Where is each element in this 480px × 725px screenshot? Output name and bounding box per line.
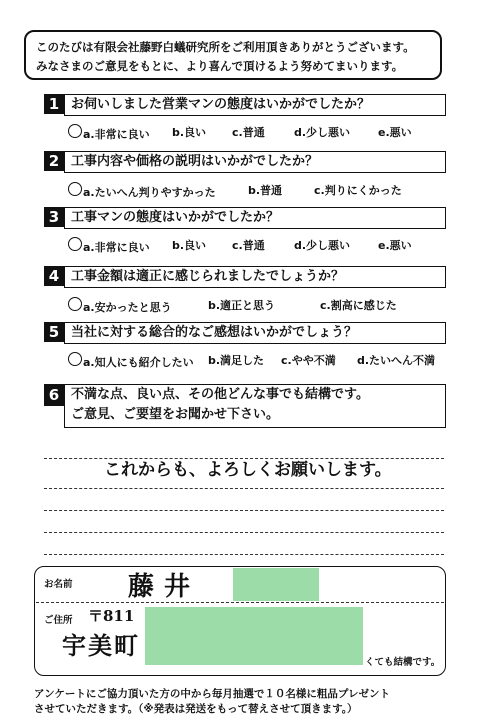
address-city: 宇美町: [62, 631, 140, 660]
address-label: ご住所: [44, 615, 73, 626]
question-5-text: 当社に対する総合的なご感想はいかがでしょう？: [64, 322, 446, 344]
comment-line-5: [44, 554, 444, 555]
q2-option-b[interactable]: b.普通: [248, 184, 283, 197]
redacted-address-block: [145, 607, 363, 665]
question-6-number: 6: [44, 384, 64, 406]
question-4-text: 工事金額は適正に感じられましたでしょうか？: [64, 266, 446, 288]
question-2-number: 2: [44, 151, 64, 171]
q2-option-a[interactable]: a.たいへん判りやすかった: [68, 182, 216, 200]
question-6-line-2: ご意見、ご要望をお聞かせ下さい。: [71, 407, 280, 422]
name-label: お名前: [44, 579, 73, 590]
q4-option-a[interactable]: a.安かったと思う: [68, 297, 172, 315]
q2-option-c[interactable]: c.判りにくかった: [314, 184, 402, 197]
circle-mark-icon: [68, 124, 82, 138]
q3-option-d[interactable]: d.少し悪い: [294, 239, 351, 252]
question-1-options: [68, 124, 468, 140]
intro-line-1: このたびは有限会社藤野白蟻研究所をご利用頂きありがとうございます。: [36, 40, 415, 54]
question-2-options: [68, 182, 468, 198]
footer-line-1: アンケートにご協力頂いた方の中から毎月抽選で１０名様に粗品プレゼント: [34, 688, 390, 700]
q4-option-c[interactable]: c.割高に感じた: [320, 299, 397, 312]
q1-option-a[interactable]: a.非常に良い: [68, 124, 150, 142]
question-5-number: 5: [44, 322, 64, 342]
circle-mark-icon: [68, 182, 82, 196]
q1-option-d[interactable]: d.少し悪い: [294, 126, 351, 139]
question-6-text: [64, 384, 446, 428]
question-3-options: [68, 237, 468, 253]
q1-option-e[interactable]: e.悪い: [378, 126, 412, 139]
name-value: 藤井: [128, 572, 201, 602]
circle-mark-icon: [68, 237, 82, 251]
question-1-text: お伺いしました営業マンの態度はいかがでしたか？: [64, 94, 446, 116]
q3-option-e[interactable]: e.悪い: [378, 239, 412, 252]
comment-handwriting: これからも、よろしくお願いします。: [104, 460, 392, 480]
q3-option-c[interactable]: c.普通: [232, 239, 265, 252]
question-3-number: 3: [44, 207, 64, 227]
q5-option-c[interactable]: c.やや不満: [281, 354, 336, 367]
q3-option-a[interactable]: a.非常に良い: [68, 237, 150, 255]
intro-box: [24, 30, 442, 80]
comment-line-2: [44, 488, 444, 489]
question-4-number: 4: [44, 266, 64, 286]
circle-mark-icon: [68, 352, 82, 366]
question-6-line-1: 不満な点、良い点、その他どんな事でも結構です。: [71, 387, 369, 402]
redacted-name-block: [233, 568, 319, 601]
circle-mark-icon: [68, 297, 82, 311]
question-1-number: 1: [44, 94, 64, 114]
q5-option-d[interactable]: d.たいへん不満: [357, 354, 436, 367]
intro-line-2: みなさまのご意見をもとに、より喜んで頂けるよう努めてまいります。: [36, 59, 404, 73]
q1-option-c[interactable]: c.普通: [232, 126, 265, 139]
q1-option-b[interactable]: b.良い: [172, 126, 207, 139]
comment-line-4: [44, 532, 444, 533]
q5-option-b[interactable]: b.満足した: [208, 354, 265, 367]
q5-option-a[interactable]: a.知人にも紹介したい: [68, 352, 194, 370]
question-4-options: [68, 297, 468, 313]
question-5-options: [68, 352, 468, 368]
q4-option-b[interactable]: b.適正と思う: [208, 299, 276, 312]
question-3-text: 工事マンの態度はいかがでしたか？: [64, 207, 446, 229]
q3-option-b[interactable]: b.良い: [172, 239, 207, 252]
contact-divider: [36, 602, 444, 603]
address-note: くても結構です。: [365, 657, 441, 668]
question-2-text: 工事内容や価格の説明はいかがでしたか？: [64, 151, 446, 173]
footer-note: [34, 687, 390, 717]
postal-code: 〒811: [88, 607, 135, 625]
footer-line-2: させていただきます。（※発表は発送をもって替えさせて頂きます。）: [34, 703, 358, 715]
comment-line-3: [44, 510, 444, 511]
